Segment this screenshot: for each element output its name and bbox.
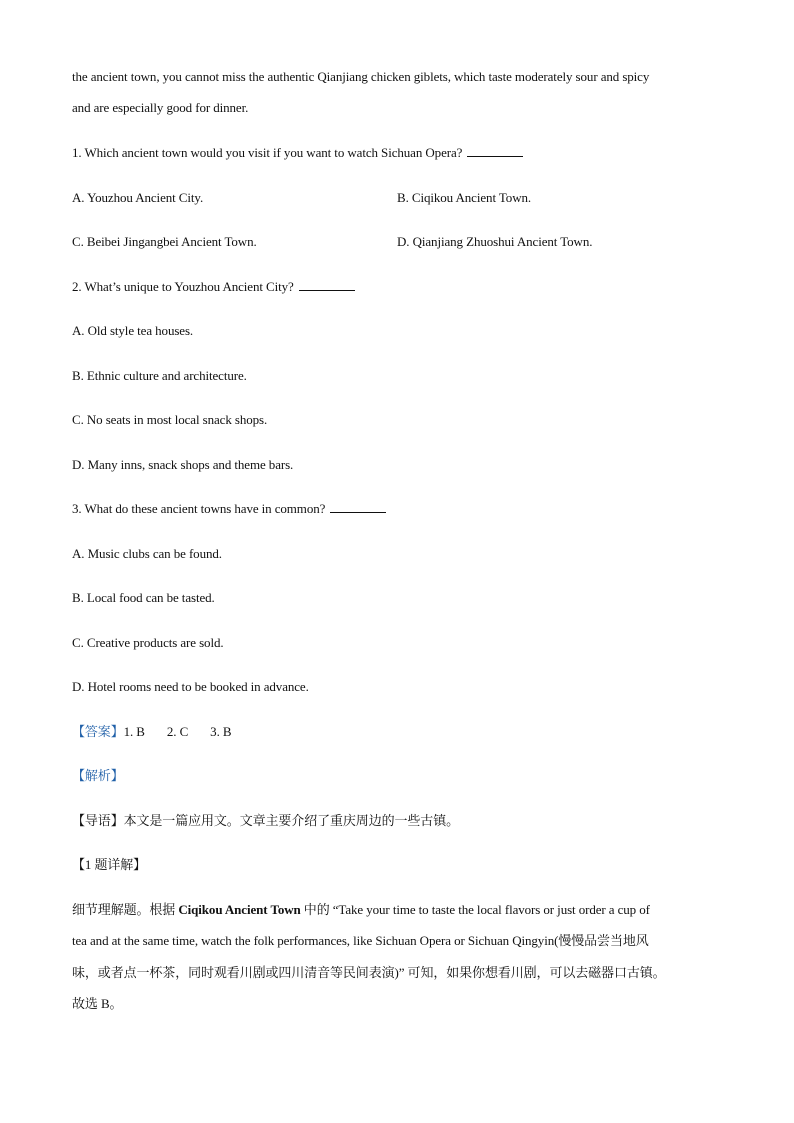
analysis-tag: 【解析】 <box>72 768 124 783</box>
guide-tag: 【导语】 <box>72 813 124 828</box>
question-2-stem <box>72 279 355 295</box>
question-1-option-d: D. Qianjiang Zhuoshui Ancient Town. <box>397 234 593 249</box>
answer-blank <box>299 279 355 291</box>
detail-1-line-4: 故选 B。 <box>72 996 123 1011</box>
detail-1-title: 【1 题详解】 <box>72 857 147 872</box>
question-3-option-b: B. Local food can be tasted. <box>72 590 215 605</box>
answer-blank <box>467 145 523 157</box>
question-3-text: 3. What do these ancient towns have in common? <box>72 501 326 516</box>
answer-item: 1. B <box>123 724 145 739</box>
guide-line <box>72 813 459 829</box>
detail-1-quote-start: 中的 “Take your time to taste the local flavors or just order a cup of <box>300 902 650 917</box>
question-1-stem <box>72 145 523 161</box>
question-2-option-a: A. Old style tea houses. <box>72 323 194 338</box>
question-3-stem <box>72 501 386 517</box>
question-3-option-c: C. Creative products are sold. <box>72 635 224 650</box>
question-1-option-b: B. Ciqikou Ancient Town. <box>397 190 532 205</box>
answer-item: 3. B <box>210 724 232 739</box>
guide-text: 本文是一篇应用文。文章主要介绍了重庆周边的一些古镇。 <box>123 813 460 828</box>
question-3-option-d: D. Hotel rooms need to be booked in advance. <box>72 679 309 694</box>
question-2-option-d: D. Many inns, snack shops and theme bars. <box>72 457 294 472</box>
question-2-option-b: B. Ethnic culture and architecture. <box>72 368 247 383</box>
answer-tag: 【答案】 <box>72 724 124 739</box>
detail-1-heading-ref: Ciqikou Ancient Town <box>178 902 301 917</box>
question-2-option-c: C. No seats in most local snack shops. <box>72 412 268 427</box>
question-1-option-a: A. Youzhou Ancient City. <box>72 190 204 205</box>
answer-blank <box>330 501 386 513</box>
detail-1-line-1 <box>72 902 650 918</box>
detail-1-line-3: 味，或者点一杯茶，同时观看川剧或四川清音等民间表演)” 可知，如果你想看川剧，可以去磁器口古镇。 <box>72 965 666 980</box>
question-1-option-c: C. Beibei Jingangbei Ancient Town. <box>72 234 257 249</box>
answer-line <box>72 724 253 740</box>
question-3-option-a: A. Music clubs can be found. <box>72 546 222 561</box>
detail-1-prefix: 细节理解题。根据 <box>72 902 179 917</box>
passage-line-1: the ancient town, you cannot miss the authentic Qianjiang chicken giblets, which taste moderately sour and spicy <box>72 69 650 84</box>
answer-item: 2. C <box>166 724 189 739</box>
detail-1-line-2: tea and at the same time, watch the folk performances, like Sichuan Opera or Sichuan Qingyin(慢慢品尝当地风 <box>72 933 649 948</box>
question-1-text: 1. Which ancient town would you visit if you want to watch Sichuan Opera? <box>72 145 463 160</box>
passage-line-2: and are especially good for dinner. <box>72 100 249 115</box>
question-2-text: 2. What’s unique to Youzhou Ancient City? <box>72 279 294 294</box>
